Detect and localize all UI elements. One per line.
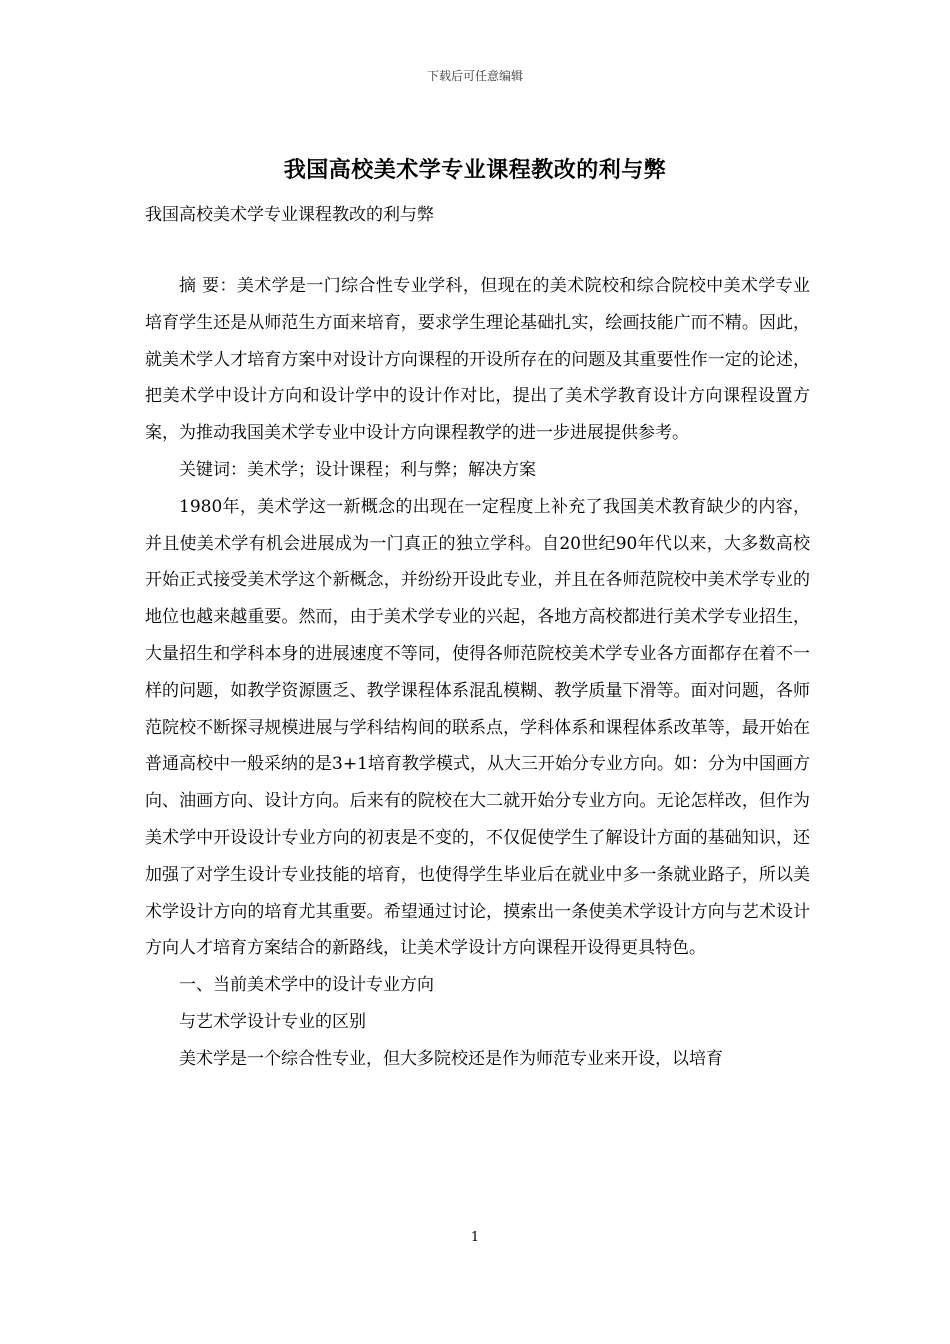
section-heading-continued: 与艺术学设计专业的区别	[179, 1011, 366, 1032]
keywords-paragraph: 关键词：美术学；设计课程；利与弊；解决方案	[179, 459, 536, 480]
document-body	[145, 268, 810, 1078]
document-title: 我国高校美术学专业课程教改的利与弊	[283, 157, 667, 183]
page-number: 1	[470, 1230, 480, 1245]
document-subtitle: 我国高校美术学专业课程教改的利与弊	[145, 205, 434, 225]
abstract-paragraph: 摘 要：美术学是一门综合性专业学科，但现在的美术院校和综合院校中美术学专业培育学生还是从师范生方面来培育，要求学生理论基础扎实，绘画技能广而不精。因此，就美术学人才培育方案中对设计方向课程的开设所存在的问题及其重要性作一定的论述，把美术学中设计方向和设计学中的设计作对比，提出了美术学教育设计方向课程设置方案，为推动我国美术学专业中设计方向课程教学的进一步进展提供参考。	[145, 276, 810, 444]
section-heading: 一、当前美术学中的设计专业方向	[179, 975, 434, 996]
header-note: 下载后可任意编辑	[426, 69, 523, 83]
body-paragraph-start: 美术学是一个综合性专业，但大多院校还是作为师范专业来开设，以培育	[179, 1048, 723, 1069]
body-paragraph: 1980年，美术学这一新概念的出现在一定程度上补充了我国美术教育缺少的内容，并且使美术学有机会进展成为一门真正的独立学科。自20世纪90年代以来，大多数高校开始正式接受美术学这个新概念，并纷纷开设此专业，并且在各师范院校中美术学专业的地位也越来越重要。然而，由于美术学专业的兴起，各地方高校都进行美术学专业招生，大量招生和学科本身的进展速度不等同，使得各师范院校美术学专业各方面都存在着不一样的问题，如教学资源匮乏、教学课程体系混乱模糊、教学质量下滑等。面对问题，各师范院校不断探寻规模进展与学科结构间的联系点，学科体系和课程体系改革等，最开始在普通高校中一般采纳的是3+1培育教学模式，从大三开始分专业方向。如：分为中国画方向、油画方向、设计方向。后来有的院校在大二就开始分专业方向。无论怎样改，但作为美术学中开设设计专业方向的初衷是不变的，不仅促使学生了解设计方面的基础知识，还加强了对学生设计专业技能的培育，也使得学生毕业后在就业中多一条就业路子，所以美术学设计方向的培育尤其重要。希望通过讨论，摸索出一条使美术学设计方向与艺术设计方向人才培育方案结合的新路线，让美术学设计方向课程开设得更具特色。	[145, 496, 810, 959]
